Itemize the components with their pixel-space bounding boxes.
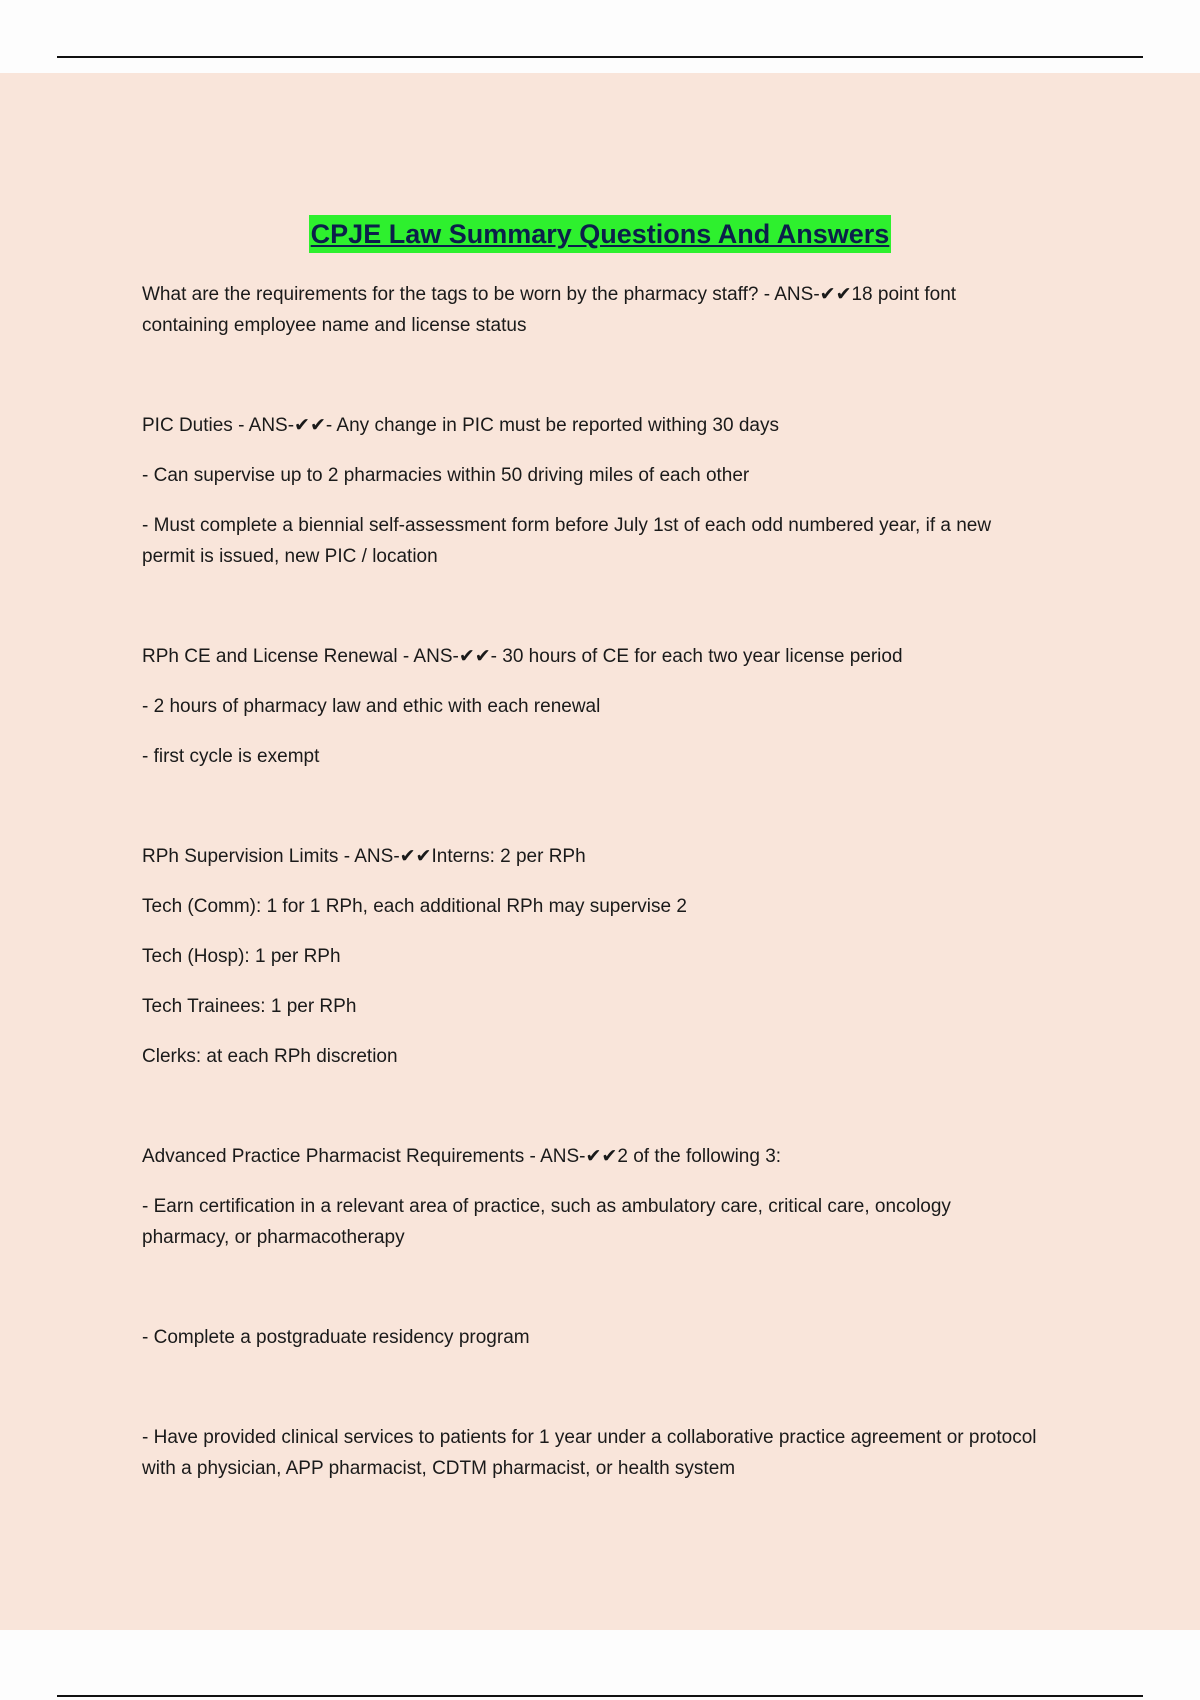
- question-answer-line: RPh Supervision Limits - ANS-✔✔Interns: 2 per RPh: [142, 846, 586, 867]
- block-spacer: [142, 341, 1042, 410]
- block-spacer: [142, 1353, 1042, 1422]
- block-spacer: [142, 1072, 1042, 1141]
- line-spacer: [142, 1022, 1042, 1041]
- answer-detail-line: Tech Trainees: 1 per RPh: [142, 996, 357, 1017]
- answer-detail-line: - Must complete a biennial self-assessment form before July 1st of each odd numbered year, if a new permit is issued, new PIC / location: [142, 515, 997, 567]
- qa-block: [142, 410, 1042, 572]
- header-rule: [57, 56, 1143, 58]
- document-page: [0, 73, 1200, 1630]
- qa-block: [142, 641, 1042, 772]
- title-container: [0, 215, 1200, 253]
- line-spacer: [142, 922, 1042, 941]
- qa-block: [142, 841, 1042, 1072]
- line-spacer: [142, 491, 1042, 510]
- answer-detail-line: Tech (Comm): 1 for 1 RPh, each additional RPh may supervise 2: [142, 896, 687, 917]
- answer-detail-line: - 2 hours of pharmacy law and ethic with each renewal: [142, 696, 601, 717]
- answer-detail-line: - Earn certification in a relevant area of practice, such as ambulatory care, critical care, oncology pharmacy, or pharmacotherapy: [142, 1196, 957, 1248]
- qa-block: [142, 1422, 1042, 1484]
- line-spacer: [142, 722, 1042, 741]
- question-answer-line: Advanced Practice Pharmacist Requirements - ANS-✔✔2 of the following 3:: [142, 1146, 782, 1167]
- question-answer-line: PIC Duties - ANS-✔✔- Any change in PIC must be reported withing 30 days: [142, 415, 779, 436]
- qa-block: [142, 1322, 1042, 1353]
- document-title: CPJE Law Summary Questions And Answers: [309, 215, 892, 253]
- block-spacer: [142, 1253, 1042, 1322]
- line-spacer: [142, 441, 1042, 460]
- block-spacer: [142, 572, 1042, 641]
- line-spacer: [142, 972, 1042, 991]
- block-spacer: [142, 772, 1042, 841]
- answer-detail-line: Clerks: at each RPh discretion: [142, 1046, 398, 1067]
- document-body: [142, 279, 1042, 1484]
- qa-block: [142, 1141, 1042, 1253]
- answer-detail-line: - Can supervise up to 2 pharmacies within 50 driving miles of each other: [142, 465, 750, 486]
- question-answer-line: What are the requirements for the tags to be worn by the pharmacy staff? - ANS-✔✔18 point font containing employee name and license status: [142, 284, 962, 336]
- answer-detail-line: - first cycle is exempt: [142, 746, 320, 767]
- question-answer-line: - Complete a postgraduate residency program: [142, 1327, 530, 1348]
- footer-rule: [57, 1695, 1143, 1697]
- qa-block: [142, 279, 1042, 341]
- question-answer-line: - Have provided clinical services to patients for 1 year under a collaborative practice agreement or protocol with a physician, APP pharmacist, CDTM pharmacist, or health system: [142, 1427, 1042, 1479]
- question-answer-line: RPh CE and License Renewal - ANS-✔✔- 30 hours of CE for each two year license period: [142, 646, 903, 667]
- line-spacer: [142, 1172, 1042, 1191]
- line-spacer: [142, 672, 1042, 691]
- answer-detail-line: Tech (Hosp): 1 per RPh: [142, 946, 341, 967]
- line-spacer: [142, 872, 1042, 891]
